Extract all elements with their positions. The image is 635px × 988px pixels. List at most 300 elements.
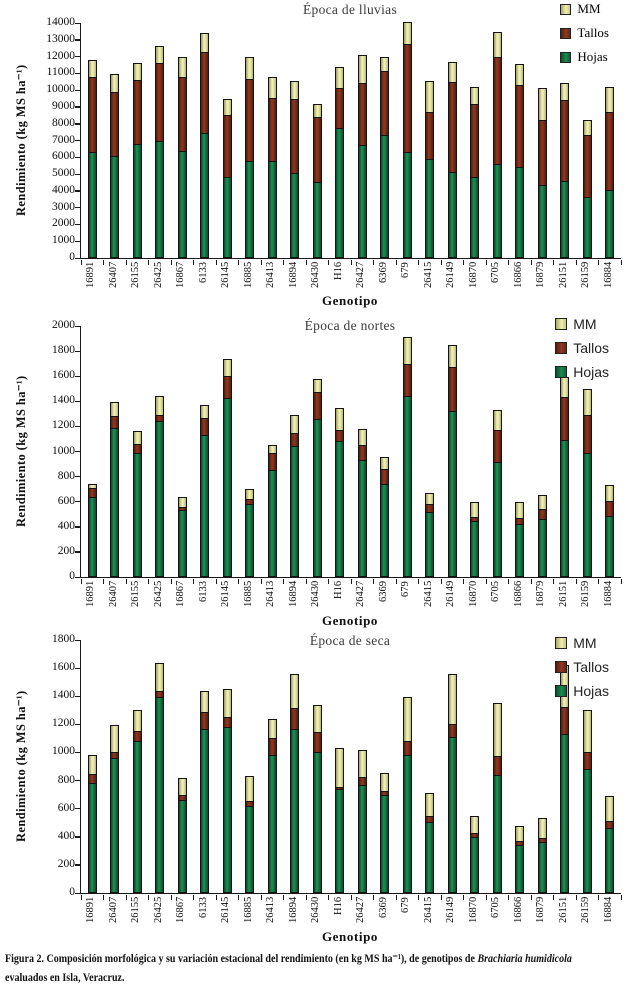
- bar-segment-tallos: [583, 135, 592, 197]
- y-tick-label: 11000: [46, 66, 75, 79]
- legend: [555, 635, 609, 707]
- bar-segment-tallos: [403, 364, 412, 396]
- x-tick-label: 26413: [265, 262, 277, 289]
- bar-segment-tallos: [200, 52, 209, 133]
- bar-segment-hojas: [133, 453, 142, 577]
- x-tick-label: 26415: [422, 581, 434, 608]
- legend: [560, 1, 609, 73]
- bar-segment-tallos: [583, 752, 592, 768]
- bar-segment-hojas: [493, 164, 502, 258]
- x-tick-label: 26149: [445, 262, 457, 289]
- legend-item-tallos: [560, 25, 609, 41]
- bar-segment-hojas: [223, 177, 232, 258]
- y-axis-tick: [75, 551, 80, 552]
- y-tick-label: 10000: [46, 83, 75, 96]
- bar-segment-mm: [470, 87, 479, 105]
- bar-segment-hojas: [133, 741, 142, 893]
- bar-segment-tallos: [223, 115, 232, 177]
- y-axis-tick: [75, 326, 80, 327]
- x-tick-label: 26149: [445, 581, 457, 608]
- bar-segment-hojas: [448, 737, 457, 893]
- bar-H16: [335, 67, 344, 258]
- bar-segment-hojas: [560, 181, 569, 258]
- bar-segment-tallos: [223, 717, 232, 727]
- x-tick-label: 16885: [242, 897, 254, 924]
- caption-species-italic: Brachiaria humidicola: [477, 951, 572, 965]
- bar-segment-hojas: [88, 783, 97, 893]
- mm-swatch-icon: [560, 4, 571, 15]
- legend-item-hojas: [555, 683, 609, 699]
- bar-segment-hojas: [583, 197, 592, 258]
- x-tick-label: 26430: [310, 262, 322, 289]
- x-tick-label: 26145: [220, 262, 232, 289]
- bar-6369: [380, 773, 389, 893]
- y-axis-tick: [75, 476, 80, 477]
- bar-26155: [133, 710, 142, 893]
- x-tick-label: 26159: [580, 897, 592, 924]
- bar-segment-mm: [245, 57, 254, 80]
- x-tick-label: 16866: [512, 581, 524, 608]
- bar-segment-tallos: [290, 99, 299, 173]
- bar-segment-mm: [290, 81, 299, 99]
- bar-segment-tallos: [583, 415, 592, 454]
- x-axis-tick: [621, 579, 622, 584]
- bar-segment-mm: [245, 776, 254, 801]
- bar-segment-mm: [538, 495, 547, 509]
- x-tick-label: 16894: [287, 262, 299, 289]
- bar-segment-tallos: [605, 501, 614, 515]
- y-tick-label: 8000: [52, 116, 75, 129]
- bar-679: [403, 337, 412, 577]
- bar-26149: [448, 345, 457, 577]
- y-axis-tick: [75, 73, 80, 74]
- bar-segment-hojas: [268, 161, 277, 258]
- x-tick-label: 6369: [377, 897, 389, 918]
- x-tick-label: 16885: [242, 262, 254, 289]
- y-tick-label: 14000: [46, 16, 75, 28]
- x-tick-label: 26427: [355, 262, 367, 289]
- bar-segment-hojas: [605, 828, 614, 893]
- bar-26415: [425, 793, 434, 893]
- x-tick-label: 26145: [220, 897, 232, 924]
- x-tick-label: 26413: [265, 581, 277, 608]
- bar-26427: [358, 750, 367, 893]
- bar-26407: [110, 74, 119, 258]
- y-axis-tick: [75, 174, 80, 175]
- legend-label-mm: MM: [573, 635, 597, 651]
- bar-segment-hojas: [178, 151, 187, 258]
- bar-segment-hojas: [133, 144, 142, 258]
- hojas-swatch-icon: [560, 52, 571, 63]
- x-tick-label: 26415: [422, 897, 434, 924]
- hojas-swatch-icon: [555, 366, 567, 378]
- bar-segment-tallos: [380, 469, 389, 483]
- bar-16879: [538, 495, 547, 577]
- bar-26407: [110, 725, 119, 893]
- legend-item-tallos: [555, 659, 609, 675]
- y-tick-label: 600: [57, 494, 75, 507]
- x-axis-tick: [621, 895, 622, 900]
- bar-segment-tallos: [290, 708, 299, 729]
- bar-segment-hojas: [200, 729, 209, 893]
- bar-segment-tallos: [313, 732, 322, 752]
- bar-segment-hojas: [605, 190, 614, 258]
- y-axis-tick: [75, 39, 80, 40]
- bar-segment-tallos: [200, 418, 209, 434]
- x-tick-label: 16885: [242, 581, 254, 608]
- bar-segment-mm: [110, 74, 119, 92]
- y-axis-tick: [75, 376, 80, 377]
- bar-segment-mm: [335, 748, 344, 787]
- bar-segment-mm: [583, 120, 592, 135]
- bar-segment-tallos: [313, 117, 322, 182]
- bar-segment-hojas: [515, 845, 524, 893]
- bar-segment-mm: [470, 502, 479, 517]
- bar-segment-mm: [403, 22, 412, 44]
- bar-segment-tallos: [335, 88, 344, 128]
- bar-segment-hojas: [110, 758, 119, 893]
- legend-label-mm: MM: [577, 1, 601, 16]
- bar-segment-tallos: [493, 57, 502, 164]
- bar-segment-mm: [605, 796, 614, 821]
- x-tick-label: 16867: [175, 897, 187, 924]
- y-tick-label: 1400: [52, 394, 75, 407]
- bar-16866: [515, 64, 524, 258]
- bar-segment-tallos: [605, 112, 614, 190]
- y-tick-label: 200: [57, 544, 75, 557]
- bar-segment-mm: [493, 703, 502, 756]
- x-tick-label: 26159: [580, 262, 592, 289]
- bar-segment-hojas: [470, 177, 479, 258]
- bar-segment-mm: [515, 502, 524, 518]
- bar-segment-mm: [133, 63, 142, 80]
- bar-segment-hojas: [358, 460, 367, 577]
- bar-segment-hojas: [560, 734, 569, 893]
- bar-segment-mm: [515, 64, 524, 85]
- x-tick-label: 679: [400, 897, 412, 913]
- x-tick-label: 6705: [490, 262, 502, 283]
- x-tick-label: H16: [332, 581, 344, 600]
- tallos-swatch-icon: [560, 28, 571, 39]
- bar-segment-tallos: [470, 104, 479, 177]
- bar-segment-mm: [268, 719, 277, 738]
- bar-26407: [110, 402, 119, 577]
- bar-16894: [290, 674, 299, 893]
- y-axis-tick: [75, 351, 80, 352]
- x-axis-title: Genotipo: [321, 929, 379, 944]
- bar-segment-mm: [178, 497, 187, 506]
- y-tick-label: 2000: [52, 319, 75, 331]
- bar-segment-hojas: [583, 453, 592, 577]
- bar-26415: [425, 493, 434, 577]
- y-tick-label: 1800: [52, 633, 75, 645]
- bar-16894: [290, 81, 299, 258]
- y-axis-tick: [75, 501, 80, 502]
- y-axis-tick: [75, 258, 80, 259]
- bar-segment-tallos: [538, 509, 547, 519]
- x-tick-label: 6369: [377, 262, 389, 283]
- bar-segment-hojas: [403, 152, 412, 258]
- bar-679: [403, 22, 412, 258]
- bar-segment-hojas: [470, 521, 479, 577]
- bar-segment-mm: [470, 816, 479, 833]
- x-tick-label: 26155: [130, 581, 142, 608]
- bar-segment-hojas: [268, 470, 277, 577]
- y-tick-label: 9000: [52, 99, 75, 112]
- y-tick-label: 200: [57, 857, 75, 870]
- bar-segment-tallos: [223, 376, 232, 398]
- x-tick-label: 26145: [220, 581, 232, 608]
- bar-segment-mm: [358, 55, 367, 84]
- y-tick-label: 5000: [52, 167, 75, 180]
- bar-segment-tallos: [358, 83, 367, 144]
- x-tick-label: 16894: [287, 581, 299, 608]
- bar-segment-tallos: [88, 774, 97, 783]
- x-tick-label: 6133: [197, 897, 209, 918]
- y-tick-label: 600: [57, 801, 75, 814]
- y-axis-tick: [75, 426, 80, 427]
- y-axis-tick: [75, 207, 80, 208]
- y-tick-label: 0: [69, 570, 75, 582]
- x-tick-label: 16884: [602, 581, 614, 608]
- bar-segment-hojas: [313, 182, 322, 258]
- bar-16884: [605, 87, 614, 258]
- bar-6705: [493, 703, 502, 893]
- y-axis-tick: [75, 224, 80, 225]
- x-axis-tick: [621, 260, 622, 265]
- bar-26427: [358, 429, 367, 577]
- bar-segment-tallos: [560, 707, 569, 734]
- x-tick-label: 16891: [85, 262, 97, 289]
- bar-segment-mm: [178, 778, 187, 796]
- bar-26159: [583, 389, 592, 577]
- x-tick-label: 26415: [422, 262, 434, 289]
- bar-26149: [448, 62, 457, 258]
- bar-segment-tallos: [245, 79, 254, 161]
- x-tick-label: 26407: [107, 581, 119, 608]
- bar-segment-tallos: [268, 98, 277, 162]
- bar-segment-mm: [605, 87, 614, 112]
- bar-16866: [515, 826, 524, 893]
- bar-16885: [245, 57, 254, 258]
- bar-segment-mm: [493, 410, 502, 429]
- bar-segment-mm: [605, 485, 614, 501]
- bar-segment-mm: [403, 697, 412, 741]
- bar-16885: [245, 489, 254, 577]
- bar-segment-tallos: [155, 63, 164, 141]
- bar-segment-hojas: [290, 446, 299, 577]
- bar-segment-tallos: [178, 77, 187, 151]
- bar-segment-hojas: [425, 159, 434, 258]
- bar-26425: [155, 396, 164, 577]
- bar-segment-mm: [178, 57, 187, 77]
- bar-segment-tallos: [88, 488, 97, 497]
- x-tick-label: 26151: [557, 897, 569, 924]
- bar-segment-mm: [223, 689, 232, 718]
- bar-segment-hojas: [178, 800, 187, 893]
- caption-line-2: evaluados en Isla, Veracruz.: [5, 969, 125, 984]
- bar-segment-hojas: [448, 411, 457, 577]
- y-axis-tick: [75, 90, 80, 91]
- bar-segment-mm: [425, 81, 434, 112]
- bar-16867: [178, 497, 187, 577]
- bar-segment-hojas: [155, 697, 164, 893]
- x-tick-label: 26430: [310, 897, 322, 924]
- bar-6133: [200, 33, 209, 258]
- bar-segment-hojas: [290, 729, 299, 893]
- bar-16884: [605, 485, 614, 577]
- x-tick-label: 16866: [512, 897, 524, 924]
- x-tick-label: 16870: [467, 581, 479, 608]
- bar-segment-mm: [313, 379, 322, 392]
- y-axis-tick: [75, 640, 80, 641]
- bar-16879: [538, 818, 547, 893]
- bar-segment-mm: [335, 408, 344, 430]
- bar-segment-hojas: [313, 752, 322, 893]
- bar-segment-hojas: [290, 173, 299, 258]
- x-tick-label: 26159: [580, 581, 592, 608]
- caption-line-1: [5, 949, 635, 968]
- y-axis-tick: [75, 190, 80, 191]
- y-axis-tick: [75, 23, 80, 24]
- bar-26430: [313, 379, 322, 577]
- x-tick-label: 679: [400, 262, 412, 278]
- y-axis-tick: [75, 668, 80, 669]
- x-tick-label: 16884: [602, 262, 614, 289]
- legend-label-tallos: Tallos: [573, 659, 609, 675]
- bar-segment-hojas: [403, 755, 412, 893]
- bar-16879: [538, 88, 547, 258]
- x-axis-title: Genotipo: [321, 293, 379, 308]
- bar-26145: [223, 99, 232, 258]
- legend-item-mm: [555, 316, 609, 332]
- bar-segment-hojas: [200, 435, 209, 577]
- bar-26149: [448, 674, 457, 893]
- bar-segment-mm: [313, 104, 322, 117]
- bar-segment-mm: [358, 750, 367, 777]
- bar-segment-hojas: [380, 484, 389, 577]
- y-axis-tick: [75, 140, 80, 141]
- bar-segment-mm: [515, 826, 524, 841]
- mm-swatch-icon: [555, 318, 567, 330]
- bar-segment-mm: [155, 46, 164, 64]
- y-axis-tick: [75, 577, 80, 578]
- legend-item-hojas: [555, 364, 609, 380]
- bar-segment-tallos: [88, 77, 97, 153]
- bar-segment-tallos: [133, 80, 142, 144]
- x-tick-label: 16867: [175, 581, 187, 608]
- bar-26430: [313, 104, 322, 258]
- x-tick-label: 16879: [535, 262, 547, 289]
- bar-segment-tallos: [335, 430, 344, 442]
- bar-segment-mm: [290, 674, 299, 708]
- x-tick-label: 26407: [107, 262, 119, 289]
- x-tick-label: 6369: [377, 581, 389, 602]
- y-tick-label: 400: [57, 829, 75, 842]
- legend-label-hojas: Hojas: [577, 49, 608, 64]
- legend: [555, 316, 609, 388]
- bar-segment-hojas: [200, 133, 209, 258]
- x-tick-label: 16884: [602, 897, 614, 924]
- bar-26425: [155, 46, 164, 258]
- bar-segment-mm: [313, 705, 322, 732]
- legend-label-tallos: Tallos: [573, 340, 609, 356]
- figure-caption: [5, 949, 635, 986]
- bar-segment-mm: [448, 345, 457, 368]
- x-tick-label: 16870: [467, 262, 479, 289]
- bar-segment-hojas: [515, 167, 524, 258]
- bar-segment-hojas: [223, 398, 232, 577]
- bar-16885: [245, 776, 254, 893]
- bar-segment-tallos: [448, 82, 457, 173]
- x-tick-label: 26149: [445, 897, 457, 924]
- legend-item-hojas: [560, 49, 609, 65]
- y-axis-tick: [75, 696, 80, 697]
- bar-26413: [268, 719, 277, 893]
- bar-segment-hojas: [110, 428, 119, 577]
- x-tick-label: 26430: [310, 581, 322, 608]
- bar-segment-mm: [425, 493, 434, 504]
- bar-segment-hojas: [515, 524, 524, 577]
- legend-label-mm: MM: [573, 316, 597, 332]
- y-tick-label: 13000: [46, 32, 75, 45]
- bar-16870: [470, 816, 479, 893]
- y-axis-tick: [75, 724, 80, 725]
- bar-679: [403, 697, 412, 893]
- bar-26159: [583, 120, 592, 258]
- bar-segment-tallos: [268, 738, 277, 755]
- bar-segment-hojas: [583, 769, 592, 893]
- bar-segment-tallos: [403, 44, 412, 152]
- y-tick-label: 1800: [52, 344, 75, 357]
- bar-segment-mm: [290, 415, 299, 433]
- bar-segment-hojas: [470, 837, 479, 893]
- bar-16867: [178, 57, 187, 258]
- bar-6705: [493, 410, 502, 577]
- y-axis-title: Rendimiento (kg MS ha⁻¹): [14, 375, 28, 528]
- bar-segment-hojas: [380, 795, 389, 893]
- bar-segment-tallos: [448, 724, 457, 737]
- y-tick-label: 6000: [52, 150, 75, 163]
- bar-segment-tallos: [493, 430, 502, 462]
- bar-16866: [515, 502, 524, 577]
- bar-segment-tallos: [493, 756, 502, 775]
- bar-segment-tallos: [200, 712, 209, 728]
- chart-title: Época de lluvias: [302, 2, 398, 17]
- bar-segment-mm: [335, 67, 344, 88]
- bar-segment-hojas: [493, 775, 502, 893]
- bar-segment-hojas: [335, 128, 344, 258]
- y-tick-label: 1400: [52, 689, 75, 702]
- bar-26415: [425, 81, 434, 258]
- bar-segment-mm: [223, 359, 232, 377]
- x-tick-label: H16: [332, 897, 344, 916]
- bar-26427: [358, 55, 367, 258]
- chart-epoca-de-nortes: [0, 310, 635, 628]
- x-tick-label: 26425: [152, 897, 164, 924]
- bar-segment-tallos: [133, 444, 142, 453]
- x-tick-label: 16866: [512, 262, 524, 289]
- bar-segment-mm: [155, 663, 164, 691]
- x-tick-label: 26427: [355, 897, 367, 924]
- chart-title: Época de seca: [309, 633, 391, 648]
- hojas-swatch-icon: [555, 685, 567, 697]
- bar-26425: [155, 663, 164, 893]
- y-axis-tick: [75, 401, 80, 402]
- bar-segment-hojas: [538, 842, 547, 893]
- bar-segment-hojas: [493, 462, 502, 577]
- x-tick-label: 16867: [175, 262, 187, 289]
